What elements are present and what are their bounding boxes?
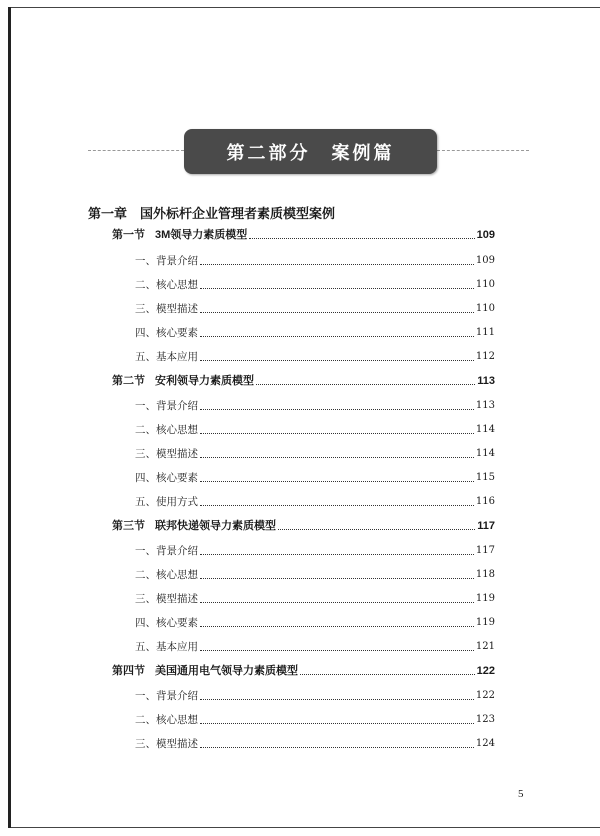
section-number: 第一节 xyxy=(112,229,145,241)
item-title: 五、使用方式 xyxy=(135,496,198,508)
toc-item[interactable] xyxy=(135,495,495,509)
dot-leader xyxy=(249,237,474,239)
section-number: 第四节 xyxy=(112,665,145,677)
dot-leader xyxy=(200,601,474,603)
section-title: 安利领导力素质模型 xyxy=(155,375,254,387)
toc-item[interactable] xyxy=(135,447,495,461)
dot-leader xyxy=(200,504,474,506)
item-title: 三、模型描述 xyxy=(135,738,198,750)
item-page: 113 xyxy=(475,400,495,411)
section-title: 联邦快递领导力素质模型 xyxy=(155,520,276,532)
toc-item[interactable] xyxy=(135,399,495,413)
toc-item[interactable] xyxy=(135,689,495,703)
item-page: 112 xyxy=(475,351,495,362)
section-page: 113 xyxy=(477,375,495,387)
section-page: 122 xyxy=(476,665,495,677)
banner-rule-right xyxy=(437,150,529,151)
toc-item[interactable] xyxy=(135,254,495,268)
dot-leader xyxy=(256,383,475,385)
item-title: 一、背景介绍 xyxy=(135,690,198,702)
item-title: 三、模型描述 xyxy=(135,448,198,460)
item-title: 一、背景介绍 xyxy=(135,400,198,412)
toc-item[interactable] xyxy=(135,423,495,437)
toc-item[interactable] xyxy=(135,302,495,316)
item-title: 四、核心要素 xyxy=(135,327,198,339)
binding-edge xyxy=(8,7,11,828)
item-page: 124 xyxy=(475,738,495,749)
toc-section-1[interactable] xyxy=(112,228,495,242)
item-page: 117 xyxy=(475,545,495,556)
item-title: 三、模型描述 xyxy=(135,593,198,605)
item-page: 123 xyxy=(475,714,495,725)
item-title: 二、核心思想 xyxy=(135,424,198,436)
dot-leader xyxy=(300,673,475,675)
banner-rule-left xyxy=(88,150,184,151)
toc-item[interactable] xyxy=(135,350,495,364)
item-title: 四、核心要素 xyxy=(135,617,198,629)
toc-item[interactable] xyxy=(135,592,495,606)
item-title: 四、核心要素 xyxy=(135,472,198,484)
chapter-heading: 第一章 国外标杆企业管理者素质模型案例 xyxy=(88,207,336,222)
section-page: 109 xyxy=(476,229,495,241)
section-title: 美国通用电气领导力素质模型 xyxy=(155,665,298,677)
item-page: 114 xyxy=(475,424,495,435)
toc-section-4[interactable] xyxy=(112,664,495,678)
item-title: 五、基本应用 xyxy=(135,641,198,653)
dot-leader xyxy=(200,432,474,434)
item-page: 111 xyxy=(475,327,495,338)
toc-item[interactable] xyxy=(135,471,495,485)
part-title-banner: 第二部分 案例篇 xyxy=(184,129,437,174)
item-title: 三、模型描述 xyxy=(135,303,198,315)
toc-item[interactable] xyxy=(135,737,495,751)
dot-leader xyxy=(200,649,474,651)
page-border-bottom xyxy=(8,827,600,828)
item-title: 二、核心思想 xyxy=(135,714,198,726)
toc-item[interactable] xyxy=(135,278,495,292)
dot-leader xyxy=(200,311,474,313)
item-page: 110 xyxy=(475,303,495,314)
page-border-top xyxy=(8,7,600,8)
section-title: 3M领导力素质模型 xyxy=(155,229,248,241)
toc-item[interactable] xyxy=(135,640,495,654)
dot-leader xyxy=(200,408,474,410)
dot-leader xyxy=(200,335,474,337)
toc-item[interactable] xyxy=(135,616,495,630)
item-page: 114 xyxy=(475,448,495,459)
dot-leader xyxy=(200,625,474,627)
item-page: 110 xyxy=(475,279,495,290)
item-page: 119 xyxy=(475,593,495,604)
dot-leader xyxy=(200,287,474,289)
toc-section-3[interactable] xyxy=(112,519,495,533)
dot-leader xyxy=(278,528,475,530)
dot-leader xyxy=(200,553,474,555)
dot-leader xyxy=(200,577,474,579)
section-number: 第二节 xyxy=(112,375,145,387)
dot-leader xyxy=(200,263,474,265)
page-number: 5 xyxy=(518,788,524,800)
dot-leader xyxy=(200,359,474,361)
toc-section-2[interactable] xyxy=(112,374,495,388)
dot-leader xyxy=(200,698,474,700)
toc-item[interactable] xyxy=(135,544,495,558)
toc-item[interactable] xyxy=(135,713,495,727)
item-title: 一、背景介绍 xyxy=(135,255,198,267)
dot-leader xyxy=(200,480,474,482)
dot-leader xyxy=(200,456,474,458)
item-title: 二、核心思想 xyxy=(135,569,198,581)
dot-leader xyxy=(200,722,474,724)
item-page: 109 xyxy=(475,255,495,266)
item-page: 115 xyxy=(475,472,495,483)
item-page: 122 xyxy=(475,690,495,701)
item-page: 116 xyxy=(475,496,495,507)
item-title: 一、背景介绍 xyxy=(135,545,198,557)
item-page: 119 xyxy=(475,617,495,628)
dot-leader xyxy=(200,746,474,748)
item-page: 121 xyxy=(475,641,495,652)
toc-item[interactable] xyxy=(135,326,495,340)
item-title: 五、基本应用 xyxy=(135,351,198,363)
section-number: 第三节 xyxy=(112,520,145,532)
toc-item[interactable] xyxy=(135,568,495,582)
item-page: 118 xyxy=(475,569,495,580)
item-title: 二、核心思想 xyxy=(135,279,198,291)
section-page: 117 xyxy=(477,520,495,532)
